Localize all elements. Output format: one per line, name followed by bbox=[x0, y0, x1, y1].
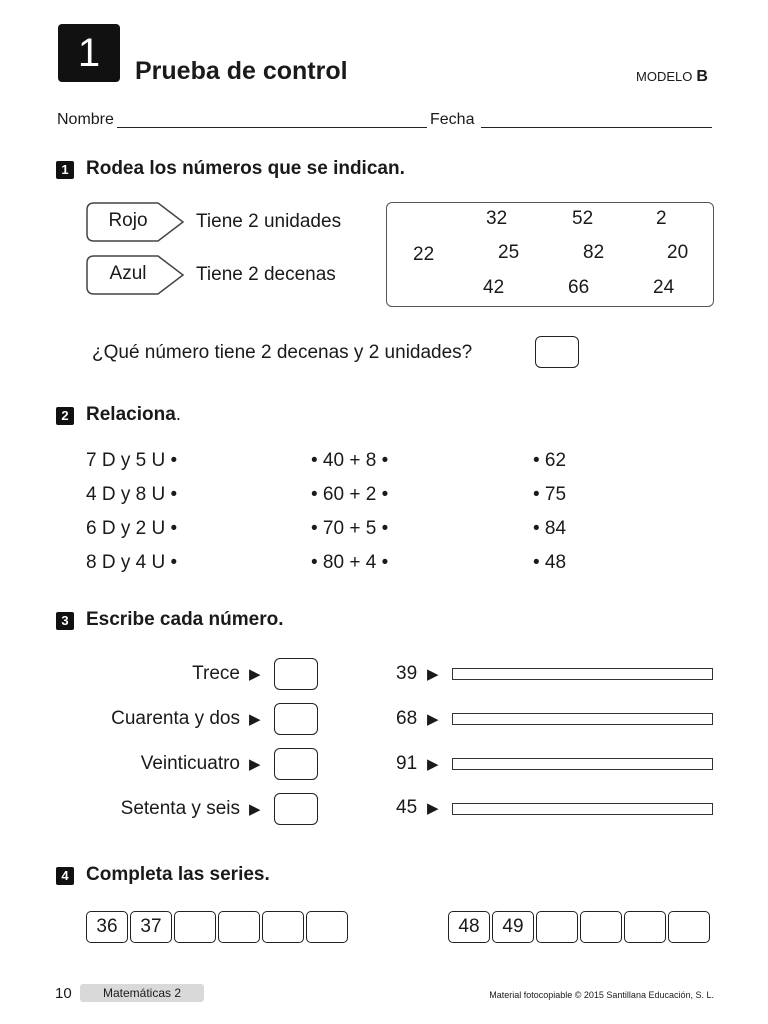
number-answer-box[interactable] bbox=[274, 748, 318, 780]
match-middle-item[interactable]: • 60 + 2 • bbox=[311, 484, 389, 505]
answer-box[interactable] bbox=[535, 336, 579, 368]
exercise-4-heading: Completa las series. bbox=[86, 864, 270, 885]
arrow-icon: ▶ bbox=[427, 711, 439, 728]
word-answer-line[interactable] bbox=[452, 803, 713, 815]
match-left-item[interactable]: 8 D y 4 U • bbox=[86, 552, 178, 573]
name-label: Nombre bbox=[57, 111, 114, 128]
arrow-icon: ▶ bbox=[427, 666, 439, 683]
exercise-2-heading bbox=[86, 404, 181, 426]
exercise-2-heading-text: Relaciona bbox=[86, 404, 176, 425]
numeral-label: 91 bbox=[396, 753, 418, 774]
series-blank-cell[interactable] bbox=[668, 911, 710, 943]
tag-rojo-description: Tiene 2 unidades bbox=[196, 211, 342, 232]
page-title: Prueba de control bbox=[135, 57, 348, 85]
number-item[interactable]: 24 bbox=[653, 277, 675, 298]
word-answer-line[interactable] bbox=[452, 713, 713, 725]
series-blank-cell[interactable] bbox=[262, 911, 304, 943]
numeral-label: 39 bbox=[396, 663, 418, 684]
match-right-item[interactable]: • 62 bbox=[533, 450, 567, 471]
arrow-icon: ▶ bbox=[427, 756, 439, 773]
numeral-label: 45 bbox=[396, 797, 418, 818]
arrow-icon: ▶ bbox=[249, 801, 261, 818]
name-line[interactable] bbox=[117, 127, 427, 128]
arrow-icon: ▶ bbox=[249, 666, 261, 683]
series-blank-cell[interactable] bbox=[624, 911, 666, 943]
exercise-4-number: 4 bbox=[56, 867, 74, 885]
match-right-item[interactable]: • 84 bbox=[533, 518, 567, 539]
tag-azul-description: Tiene 2 decenas bbox=[196, 264, 336, 285]
modelo-label bbox=[636, 68, 708, 86]
arrow-icon: ▶ bbox=[249, 711, 261, 728]
match-left-item[interactable]: 4 D y 8 U • bbox=[86, 484, 178, 505]
exercise-2-number: 2 bbox=[56, 407, 74, 425]
exercise-1-heading: Rodea los números que se indican. bbox=[86, 158, 405, 179]
arrow-icon: ▶ bbox=[427, 800, 439, 817]
number-item[interactable]: 22 bbox=[413, 244, 435, 265]
match-right-item[interactable]: • 75 bbox=[533, 484, 567, 505]
tag-azul bbox=[86, 255, 170, 293]
series-blank-cell[interactable] bbox=[306, 911, 348, 943]
number-answer-box[interactable] bbox=[274, 703, 318, 735]
modelo-text: MODELO bbox=[636, 69, 693, 84]
match-right-item[interactable]: • 48 bbox=[533, 552, 567, 573]
number-item[interactable]: 82 bbox=[583, 242, 605, 263]
series-cell: 48 bbox=[448, 911, 490, 943]
exercise-3-heading: Escribe cada número. bbox=[86, 609, 284, 630]
question-text: ¿Qué número tiene 2 decenas y 2 unidades? bbox=[92, 342, 473, 363]
exercise-2-heading-period: . bbox=[175, 404, 182, 425]
word-answer-line[interactable] bbox=[452, 668, 713, 680]
number-item[interactable]: 20 bbox=[667, 242, 689, 263]
word-label: Trece bbox=[192, 663, 240, 684]
series-blank-cell[interactable] bbox=[218, 911, 260, 943]
tag-azul-label: Azul bbox=[109, 263, 147, 284]
tag-rojo-label: Rojo bbox=[108, 210, 148, 231]
copyright-text: Material fotocopiable © 2015 Santillana Educación, S. L. bbox=[489, 990, 714, 1000]
unit-number-badge: 1 bbox=[58, 24, 120, 82]
numeral-label: 68 bbox=[396, 708, 418, 729]
exercise-1-number: 1 bbox=[56, 161, 74, 179]
match-left-item[interactable]: 6 D y 2 U • bbox=[86, 518, 178, 539]
tag-rojo bbox=[86, 202, 170, 240]
match-middle-item[interactable]: • 40 + 8 • bbox=[311, 450, 389, 471]
word-label: Setenta y seis bbox=[120, 798, 240, 819]
number-item[interactable]: 52 bbox=[572, 208, 594, 229]
number-item[interactable]: 2 bbox=[656, 208, 667, 229]
series-blank-cell[interactable] bbox=[536, 911, 578, 943]
match-middle-item[interactable]: • 70 + 5 • bbox=[311, 518, 389, 539]
series-blank-cell[interactable] bbox=[174, 911, 216, 943]
modelo-value: B bbox=[696, 68, 708, 85]
match-left-item[interactable]: 7 D y 5 U • bbox=[86, 450, 178, 471]
word-answer-line[interactable] bbox=[452, 758, 713, 770]
number-item[interactable]: 42 bbox=[483, 277, 505, 298]
date-line[interactable] bbox=[481, 127, 712, 128]
number-answer-box[interactable] bbox=[274, 793, 318, 825]
number-item[interactable]: 25 bbox=[498, 242, 520, 263]
exercise-3-number: 3 bbox=[56, 612, 74, 630]
series-cell: 37 bbox=[130, 911, 172, 943]
word-label: Cuarenta y dos bbox=[111, 708, 240, 729]
series-blank-cell[interactable] bbox=[580, 911, 622, 943]
number-item[interactable]: 32 bbox=[486, 208, 508, 229]
match-middle-item[interactable]: • 80 + 4 • bbox=[311, 552, 389, 573]
word-label: Veinticuatro bbox=[140, 753, 240, 774]
arrow-icon: ▶ bbox=[249, 756, 261, 773]
number-item[interactable]: 66 bbox=[568, 277, 590, 298]
number-answer-box[interactable] bbox=[274, 658, 318, 690]
series-cell: 49 bbox=[492, 911, 534, 943]
book-title-pill: Matemáticas 2 bbox=[80, 984, 204, 1002]
series-cell: 36 bbox=[86, 911, 128, 943]
page-number: 10 bbox=[55, 985, 72, 1002]
date-label: Fecha bbox=[430, 111, 475, 128]
